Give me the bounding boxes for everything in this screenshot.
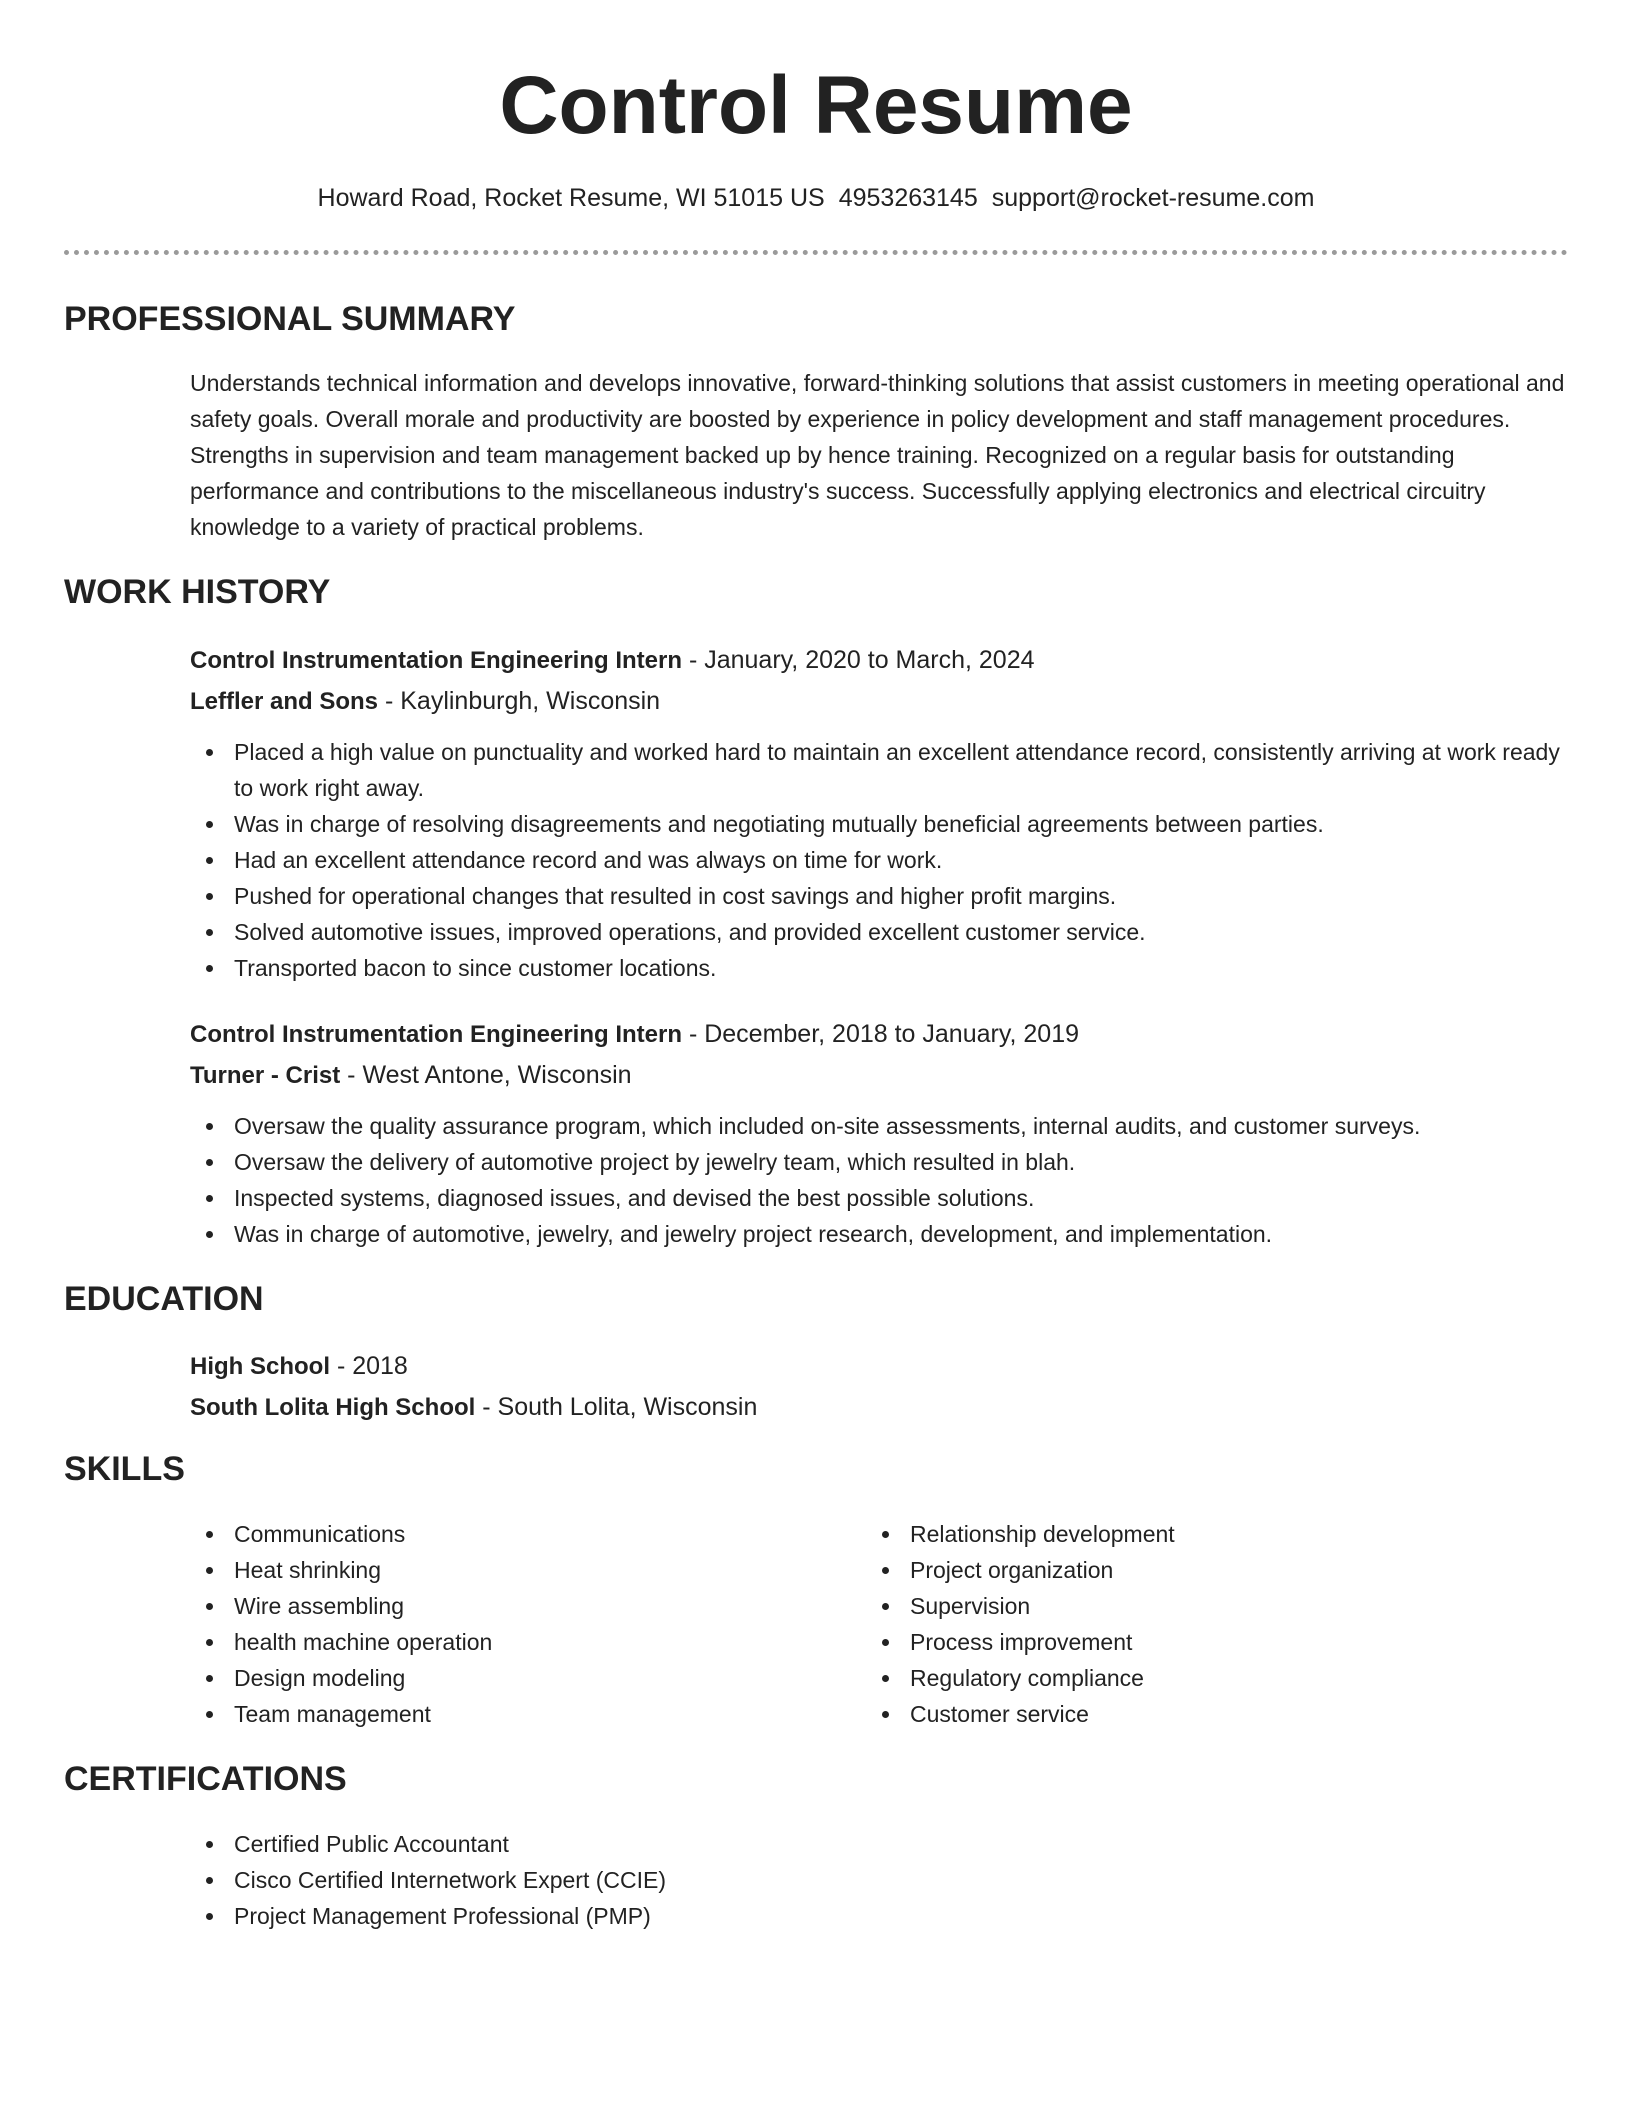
list-item: Wire assembling (190, 1588, 830, 1624)
contact-email: support@rocket-resume.com (991, 184, 1315, 212)
education-year: - 2018 (330, 1352, 408, 1380)
job-entry (190, 640, 1570, 986)
list-item: Pushed for operational changes that resulted in cost savings and higher profit margins. (190, 878, 1570, 914)
contact-address: Howard Road, Rocket Resume, WI 51015 US (317, 184, 825, 212)
list-item: Transported bacon to since customer locations. (190, 950, 1570, 986)
education-degree-line (190, 1346, 1570, 1387)
list-item: Heat shrinking (190, 1552, 830, 1588)
job-company-line (190, 1055, 1570, 1096)
job-title-line (190, 1014, 1570, 1055)
job-location: - West Antone, Wisconsin (340, 1061, 632, 1089)
education-entry (190, 1346, 1570, 1428)
section-title-summary: PROFESSIONAL SUMMARY (64, 300, 516, 338)
list-item: Was in charge of resolving disagreements and negotiating mutually beneficial agreements between parties. (190, 806, 1570, 842)
job-position: Control Instrumentation Engineering Intern (190, 1021, 682, 1048)
job-duties-list (190, 1108, 1570, 1252)
job-duties-list (190, 734, 1570, 986)
list-item: Process improvement (866, 1624, 1506, 1660)
candidate-name: Control Resume (499, 60, 1133, 151)
education-school: South Lolita High School (190, 1394, 476, 1421)
list-item: Supervision (866, 1588, 1506, 1624)
job-title-line (190, 640, 1570, 681)
list-item: Project Management Professional (PMP) (190, 1898, 1570, 1934)
section-title-work-history: WORK HISTORY (64, 573, 331, 611)
list-item: Team management (190, 1696, 830, 1732)
list-item: Placed a high value on punctuality and worked hard to maintain an excellent attendance record, consistently arriving at work ready to work right away. (190, 734, 1570, 806)
contact-line (0, 180, 1632, 216)
list-item: Relationship development (866, 1516, 1506, 1552)
skills-list-right (866, 1516, 1506, 1732)
list-item: Project organization (866, 1552, 1506, 1588)
section-title-certifications: CERTIFICATIONS (64, 1760, 347, 1798)
list-item: Inspected systems, diagnosed issues, and devised the best possible solutions. (190, 1180, 1570, 1216)
job-entry (190, 1014, 1570, 1252)
list-item: Design modeling (190, 1660, 830, 1696)
summary-text: Understands technical information and develops innovative, forward-thinking solutions that assist customers in meeting operational and safety goals. Overall morale and productivity are boosted by experience in policy development and staff management procedures. Strengths in supervision and team management backed up by hence training. Recognized on a regular basis for outstanding performance and contributions to the miscellaneous industry's success. Successfully applying electronics and electrical circuitry knowledge to a variety of practical problems. (190, 370, 1565, 540)
certifications-list (190, 1826, 1570, 1934)
list-item: Cisco Certified Internetwork Expert (CCIE) (190, 1862, 1570, 1898)
education-school-line (190, 1387, 1570, 1428)
job-dates: - January, 2020 to March, 2024 (682, 646, 1035, 674)
header-divider (64, 250, 1568, 255)
list-item: Certified Public Accountant (190, 1826, 1570, 1862)
job-company: Leffler and Sons (190, 688, 379, 715)
list-item: Oversaw the quality assurance program, which included on-site assessments, internal audits, and customer surveys. (190, 1108, 1570, 1144)
job-company-line (190, 681, 1570, 722)
education-degree: High School (190, 1353, 330, 1380)
contact-phone: 4953263145 (838, 184, 978, 212)
job-location: - Kaylinburgh, Wisconsin (378, 687, 661, 715)
list-item: Was in charge of automotive, jewelry, and jewelry project research, development, and implementation. (190, 1216, 1570, 1252)
job-position: Control Instrumentation Engineering Intern (190, 647, 682, 674)
skills-list-left (190, 1516, 830, 1732)
list-item: Regulatory compliance (866, 1660, 1506, 1696)
list-item: Communications (190, 1516, 830, 1552)
job-company: Turner - Crist (190, 1062, 341, 1089)
list-item: Oversaw the delivery of automotive project by jewelry team, which resulted in blah. (190, 1144, 1570, 1180)
list-item: Customer service (866, 1696, 1506, 1732)
list-item: Solved automotive issues, improved operations, and provided excellent customer service. (190, 914, 1570, 950)
job-dates: - December, 2018 to January, 2019 (682, 1020, 1079, 1048)
section-title-education: EDUCATION (64, 1280, 264, 1318)
list-item: health machine operation (190, 1624, 830, 1660)
section-title-skills: SKILLS (64, 1450, 185, 1488)
list-item: Had an excellent attendance record and was always on time for work. (190, 842, 1570, 878)
education-location: - South Lolita, Wisconsin (475, 1393, 758, 1421)
